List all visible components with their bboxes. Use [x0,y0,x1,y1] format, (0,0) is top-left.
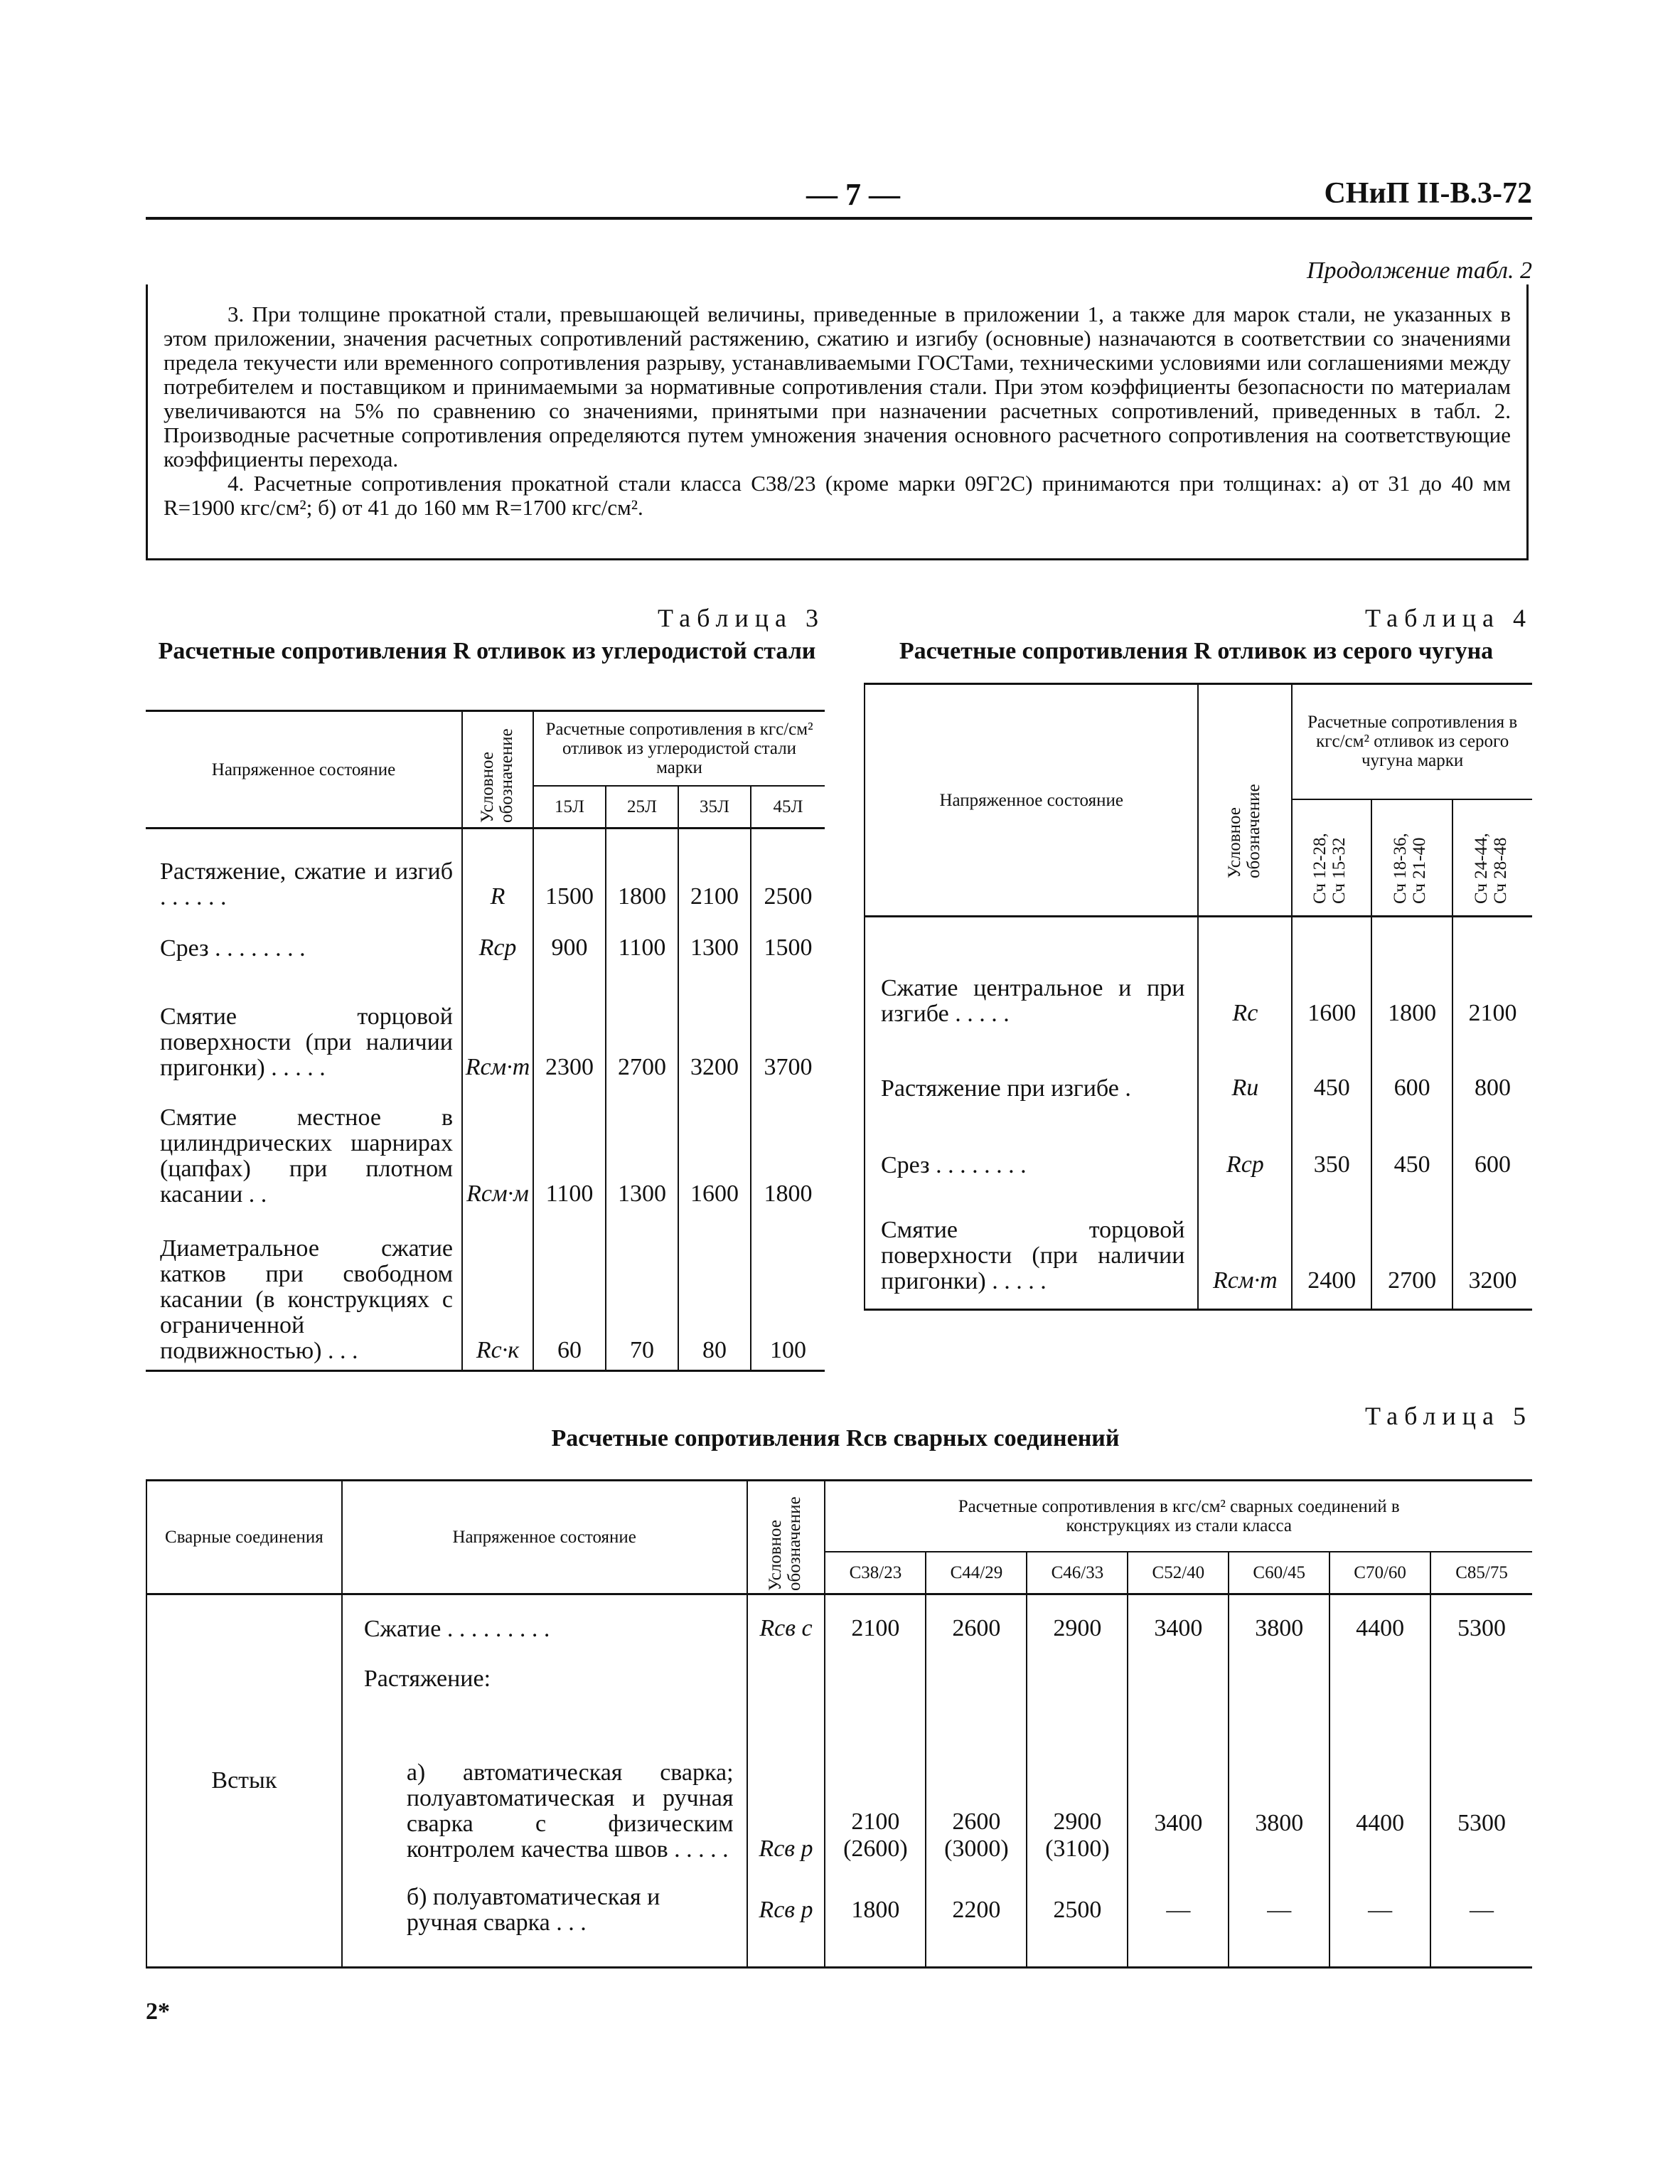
notes-box [146,284,1529,560]
table-row [146,1868,1532,1968]
table5-value: 3400 [1128,1698,1229,1868]
table5-state: б) полуавтоматическая и ручная сварка . . . [342,1868,747,1968]
table4-state: Растяжение при изгибе . [865,1034,1198,1109]
table3-value: 1100 [533,1087,606,1213]
table5-value: 3800 [1229,1698,1329,1868]
table3-state: Растяжение, сжатие и изгиб . . . . . . [146,829,462,916]
table5-class: С60/45 [1229,1552,1329,1594]
table3-value: 80 [678,1213,751,1371]
table5-value: 3800 [1229,1594,1329,1648]
table4-value: 600 [1371,1034,1452,1109]
table3-state: Срез . . . . . . . . [146,916,462,967]
table5-class: С46/33 [1027,1552,1128,1594]
table3-grade: 15Л [533,786,606,829]
table5-header-symbol: Условное обозначение [747,1481,825,1594]
note-4: 4. Расчетные сопротивления прокатной стали класса С38/23 (кроме марки 09Г2С) принимаются при толщинах: а) от 31 до 40 мм R=1900 кгс/см²; б) от 41 до 160 мм R=1700 кгс/см². [164,471,1511,520]
table5-value: 2100 (2600) [825,1698,926,1868]
table5-value [926,1648,1027,1698]
table3-value: 2100 [678,829,751,916]
table5-joint: Встык [146,1594,342,1968]
table-row [146,829,825,916]
table3-header-state: Напряженное состояние [146,711,462,829]
table5-symbol [747,1648,825,1698]
document-code: СНиП II-В.3-72 [1324,177,1532,210]
table4-symbol: Rсм·т [1198,1186,1292,1310]
table4-state: Срез . . . . . . . . [865,1109,1198,1186]
table3-symbol: Rср [462,916,533,967]
table3-value: 2300 [533,967,606,1087]
table3-value: 3700 [764,1053,813,1080]
table5-value: 5300 [1457,1614,1507,1641]
table5-value: — [1229,1868,1329,1968]
table-row [146,1698,1532,1868]
table-row [146,1213,825,1371]
table3-value: 1300 [606,1087,678,1213]
table3-value: 2700 [606,967,678,1087]
table5-value: — [1329,1868,1430,1968]
table3-state: Диаметральное сжатие катков при свободном касании (в конструкциях с ограниченной подвижностью) . . . [146,1213,462,1371]
table3-symbol: Rс·к [462,1213,533,1371]
table4-value: 2100 [1468,999,1517,1026]
table4-value: 3200 [1452,1186,1532,1310]
table4-symbol: Rср [1198,1109,1292,1186]
table3-value: 1100 [606,916,678,967]
table5-class: С85/75 [1430,1552,1532,1594]
table5-value: — [1430,1868,1532,1968]
table5-value: 1800 [825,1868,926,1968]
table3-header-group: Расчетные сопротивления в кгс/см² отливок из углеродистой стали марки [533,711,825,786]
table3-value: 100 [751,1213,825,1371]
table5-symbol: Rсв с [747,1594,825,1648]
table5-value [1027,1648,1128,1698]
table5-symbol: Rсв р [747,1698,825,1868]
table3-value: 900 [533,916,606,967]
table3-grade: 45Л [751,786,825,829]
table4-header-group: Расчетные сопротивления в кгс/см² отливок из серого чугуна марки [1292,684,1532,799]
table5-class: С52/40 [1128,1552,1229,1594]
table4-title: Расчетные сопротивления R отливок из серого чугуна [899,638,1494,664]
table5-header-state: Напряженное состояние [342,1481,747,1594]
table5-value [825,1648,926,1698]
table-row [865,1034,1532,1109]
table3-value: 3200 [678,967,751,1087]
table3-value: 1500 [533,829,606,916]
table4-value: 1800 [1371,917,1452,1034]
table5-class: С44/29 [926,1552,1027,1594]
table3-grade: 25Л [606,786,678,829]
table4-value: 450 [1371,1109,1452,1186]
table4-value: 450 [1292,1034,1371,1109]
table5-state: а) автоматическая сварка; полуавтоматическая и ручная сварка с физическим контролем качества швов . . . . . [342,1698,747,1868]
continuation-note: Продолжение табл. 2 [1306,257,1532,284]
table3-caption: Таблица 3 [658,604,825,632]
table3-symbol: R [462,829,533,916]
table-row [146,1648,1532,1698]
table3-state: Смятие местное в цилиндрических шарнирах (цапфах) при плотном касании . . [146,1087,462,1213]
table5-value: 2200 [926,1868,1027,1968]
table3 [146,710,825,1372]
header-rule [146,217,1532,220]
table4-caption: Таблица 4 [1365,604,1532,632]
table3-title: Расчетные сопротивления R отливок из углеродистой стали [158,638,816,664]
table5-value: 2600 [926,1594,1027,1648]
table4-value: 1600 [1292,917,1371,1034]
table5-value: 2900 [1027,1594,1128,1648]
table5-value: 4400 [1329,1698,1430,1868]
table-row [865,917,1532,1034]
page-signature: 2* [146,1998,170,2025]
table5-value [1329,1648,1430,1698]
table3-value: 1800 [764,1180,813,1207]
table4 [864,683,1532,1311]
table5-class: С70/60 [1329,1552,1430,1594]
table3-value: 1300 [678,916,751,967]
table3-value: 1800 [606,829,678,916]
table5-value: — [1128,1868,1229,1968]
table3-symbol: Rсм·м [462,1087,533,1213]
table5-state: Сжатие . . . . . . . . . [342,1594,747,1648]
table5-caption: Таблица 5 [1365,1402,1532,1430]
table3-value: 60 [533,1213,606,1371]
table5-value: 2500 [1027,1868,1128,1968]
table-row [146,916,825,967]
table-row [146,1594,1532,1648]
table5-header-joint: Сварные соединения [146,1481,342,1594]
table5-value: 2600 (3000) [926,1698,1027,1868]
table5-value: 2100 [825,1594,926,1648]
table3-value: 1600 [678,1087,751,1213]
table4-state: Сжатие центральное и при изгибе . . . . . [865,917,1198,1034]
table5-class: С38/23 [825,1552,926,1594]
table3-symbol: Rсм·т [462,967,533,1087]
table4-value: 350 [1292,1109,1371,1186]
table5-value [1128,1648,1229,1698]
table5-value: 5300 [1457,1809,1507,1836]
table3-grade: 35Л [678,786,751,829]
table5-state: Растяжение: [342,1648,747,1698]
table5-value: 4400 [1329,1594,1430,1648]
table5-value: 3400 [1128,1594,1229,1648]
table4-header-state: Напряженное состояние [865,684,1198,917]
table4-value: 800 [1475,1074,1512,1101]
table5-symbol: Rсв р [747,1868,825,1968]
table4-symbol: Rс [1198,917,1292,1034]
table4-value: 600 [1475,1151,1512,1178]
table4-grade: Сч 24-44, Сч 28-48 [1452,799,1532,917]
table5 [146,1479,1532,1969]
table5-title: Расчетные сопротивления Rсв сварных соединений [551,1425,1120,1451]
page-number: — 7 — [806,177,900,212]
table3-state: Смятие торцовой поверхности (при наличии пригонки) . . . . . [146,967,462,1087]
table4-symbol: Rи [1198,1034,1292,1109]
table4-value: 2400 [1292,1186,1371,1310]
table5-value: 2900 (3100) [1027,1698,1128,1868]
table5-value [1430,1648,1532,1698]
note-3: 3. При толщине прокатной стали, превышающей величины, приведенные в приложении 1, а также для марок стали, не указанных в этом приложении, значения расчетных сопротивлений растяжению, сжатию и изгибу (основные) назначаются в соответствии со значениями предела текучести или временного сопротивления разрыву, устанавливаемыми ГОСТами, техническими условиями или соглашениями между потребителем и поставщиком и принимаемыми за нормативные сопротивления стали. При этом коэффициенты безопасности по материалам увеличиваются на 5% по сравнению со значениями, принятыми при назначении расчетных сопротивлений, приведенных в табл. 2. Производные расчетные сопротивления определяются путем умножения значения основного расчетного сопротивления на соответствующие коэффициенты перехода. [164,302,1511,472]
table3-header-symbol: Условное обозначение [462,711,533,829]
table-row [146,967,825,1087]
table5-header-group: Расчетные сопротивления в кгс/см² сварных соединений в конструкциях из стали класса [825,1481,1532,1552]
table4-state: Смятие торцовой поверхности (при наличии пригонки) . . . . . [865,1186,1198,1310]
table4-value: 2700 [1371,1186,1452,1310]
table3-value: 2500 [764,883,813,910]
table-row [865,1186,1532,1310]
table3-value: 70 [606,1213,678,1371]
table4-header-symbol: Условное обозначение [1198,684,1292,917]
table3-value: 1500 [764,934,813,961]
table-row [865,1109,1532,1186]
table4-grade: Сч 18-36, Сч 21-40 [1371,799,1452,917]
table5-value [1229,1648,1329,1698]
table4-grade: Сч 12-28, Сч 15-32 [1292,799,1371,917]
table-row [146,1087,825,1213]
